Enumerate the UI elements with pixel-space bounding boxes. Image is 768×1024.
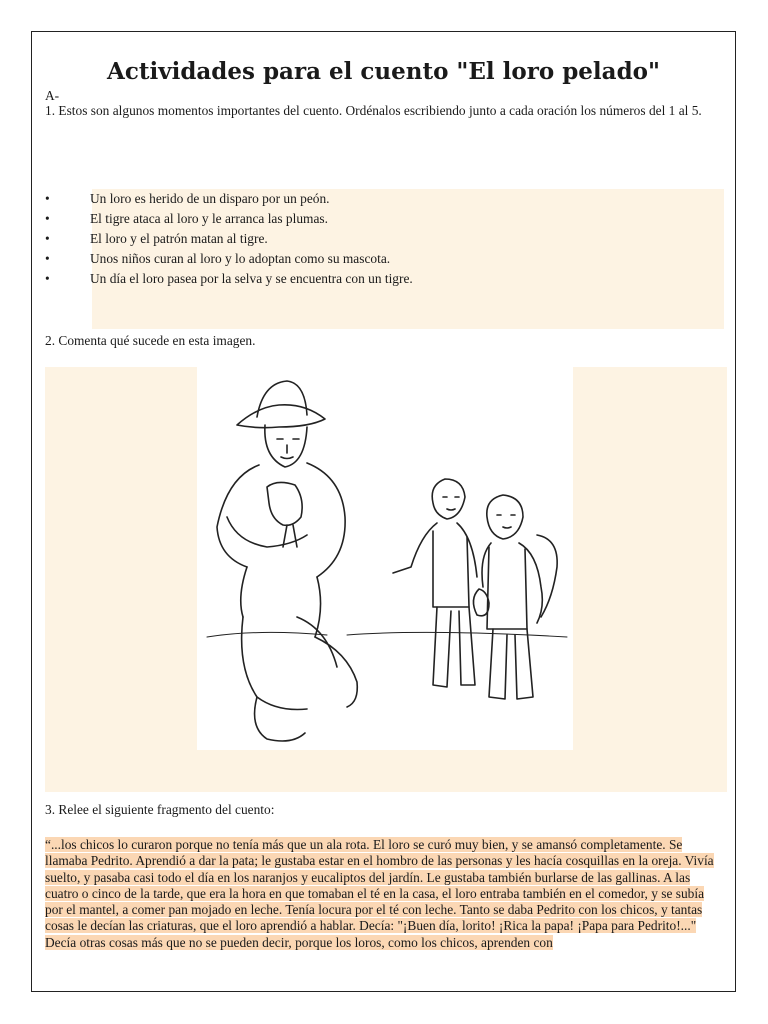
list-item <box>45 269 413 289</box>
bullet-dot: • <box>45 251 50 266</box>
list-item <box>45 189 413 209</box>
events-list <box>45 189 413 289</box>
bullet-dot: • <box>45 231 50 246</box>
list-item-text: Un loro es herido de un disparo por un peón. <box>90 191 330 206</box>
list-item-text: Unos niños curan al loro y lo adoptan como su mascota. <box>90 251 391 266</box>
question-2: 2. Comenta qué sucede en esta imagen. <box>45 333 256 348</box>
page-title: Actividades para el cuento "El loro pelado" <box>107 58 660 85</box>
list-item <box>45 249 413 269</box>
fragment-text: “...los chicos lo curaron porque no tenía más que un ala rota. El loro se curó muy bien, y se amansó completamente. Se llamaba Pedrito. Aprendió a dar la pata; le gustaba estar en el hombro de las personas y les hacía cosquillas en la oreja. Vivía suelto, y pasaba casi todo el día en los naranjos y eucaliptos del jardín. Le gustaba también burlarse de las gallinas. A las cuatro o cinco de la tarde, que era la hora en que tomaban el té en la casa, el loro entraba también en el comedor, y se subía por el mantel, a comer pan mojado en leche. Tenía locura por el té con leche. Tanto se daba Pedrito con los chicos, y tantas cosas le decían las criaturas, que el loro aprendió a hablar. Decía: "¡Buen día, lorito! ¡Rica la papa! ¡Papa para Pedrito!..." Decía otras cosas más que no se pueden decir, porque los loros, como los chicos, aprenden con <box>45 837 714 950</box>
bullet-dot: • <box>45 211 50 226</box>
list-item-text: Un día el loro pasea por la selva y se encuentra con un tigre. <box>90 271 413 286</box>
list-item <box>45 229 413 249</box>
list-item-text: El tigre ataca al loro y le arranca las plumas. <box>90 211 328 226</box>
bullet-dot: • <box>45 191 50 206</box>
question-3: 3. Relee el siguiente fragmento del cuento: <box>45 802 275 817</box>
list-item <box>45 209 413 229</box>
story-fragment <box>45 837 725 951</box>
bullet-dot: • <box>45 271 50 286</box>
illustration-drawing <box>197 367 573 750</box>
document-page <box>31 31 736 992</box>
story-illustration <box>197 367 573 750</box>
list-item-text: El loro y el patrón matan al tigre. <box>90 231 268 246</box>
question-1: 1. Estos son algunos momentos importantes del cuento. Ordénalos escribiendo junto a cada oración los números del 1 al 5. <box>45 103 702 118</box>
section-letter: A- <box>45 88 60 103</box>
